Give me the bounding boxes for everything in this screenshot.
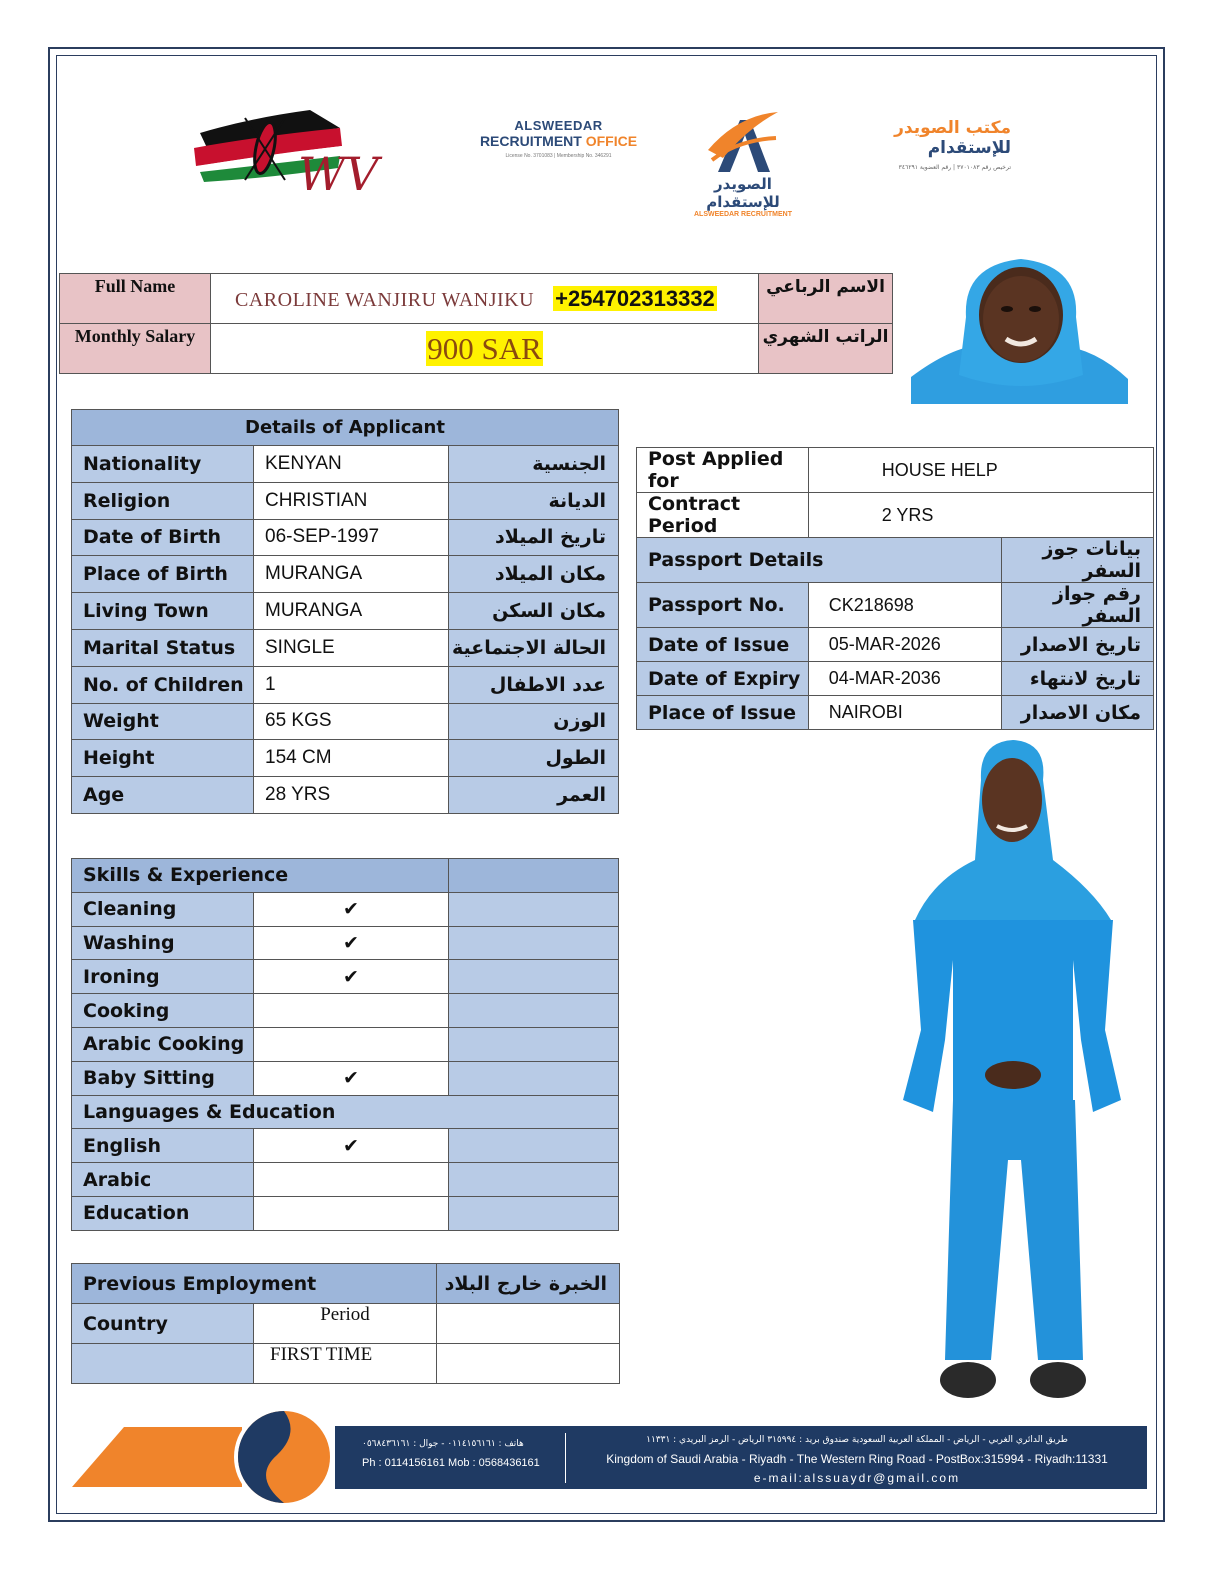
skill-row [72, 1129, 619, 1163]
passport-row [637, 628, 1154, 662]
details-row [72, 703, 619, 740]
passport-row [637, 583, 1154, 628]
alsweedar-office-logo [476, 118, 641, 178]
footer-phones [362, 1435, 562, 1473]
kenya-flag-logo [190, 98, 405, 208]
a-logo-english: ALSWEEDAR RECRUITMENT [694, 211, 792, 218]
passport-label: Passport No. [637, 583, 809, 628]
previous-employment-table [71, 1263, 620, 1384]
passport-value: 04-MAR-2036 [808, 662, 1002, 696]
details-label: Nationality [72, 446, 254, 483]
salary-cell [211, 324, 759, 374]
skill-row [72, 926, 619, 960]
footer-phone-ar: هاتف : ٠١١٤١٥٦١٦١ - جوال : ٠٥٦٨٤٣٦١٦١ [362, 1439, 524, 1449]
details-row [72, 629, 619, 666]
applicant-headshot-photo [911, 257, 1128, 404]
period-label: Period [254, 1304, 437, 1344]
country-label: Country [72, 1304, 254, 1344]
salary-label-ar: الراتب الشهري [759, 324, 893, 374]
details-label: Height [72, 740, 254, 777]
details-label: Place of Birth [72, 556, 254, 593]
details-row [72, 666, 619, 703]
skill-row [72, 960, 619, 994]
details-label: Religion [72, 482, 254, 519]
skill-row [72, 1163, 619, 1197]
passport-row [637, 696, 1154, 730]
full-name-label-ar: الاسم الرباعي [759, 274, 893, 324]
details-row [72, 446, 619, 483]
skills-table [71, 858, 619, 1231]
first-time-value: FIRST TIME [254, 1344, 437, 1384]
passport-value: CK218698 [808, 583, 1002, 628]
details-label: Living Town [72, 593, 254, 630]
details-row [72, 777, 619, 814]
footer [72, 1405, 1147, 1505]
skill-blank [449, 892, 619, 926]
skill-label: Baby Sitting [72, 1061, 254, 1095]
skill-check-empty [254, 994, 449, 1028]
office-logo-recruitment: RECRUITMENT [479, 133, 582, 149]
post-passport-table [636, 447, 1154, 730]
passport-value: NAIROBI [808, 696, 1002, 730]
arabic-logo-title [826, 118, 1011, 158]
passport-details-title-ar: بيانات جوز السفر [1002, 538, 1154, 583]
details-row [72, 519, 619, 556]
details-label-ar: الوزن [449, 703, 619, 740]
details-value: SINGLE [254, 629, 449, 666]
arabic-logo-maktab: مكتب الصويدر [894, 118, 1011, 138]
details-label-ar: الديانة [449, 482, 619, 519]
skill-label: Cleaning [72, 892, 254, 926]
kenya-logo-text: WV [298, 147, 379, 201]
footer-email: e-mail:alssuaydr@gmail.com [753, 1471, 961, 1485]
salary-value: 900 SAR [427, 330, 542, 366]
details-row [72, 593, 619, 630]
skill-blank [449, 1196, 619, 1230]
details-title: Details of Applicant [72, 410, 619, 446]
skill-row [72, 1061, 619, 1095]
office-logo-line2 [476, 133, 641, 149]
skill-check-empty [254, 1163, 449, 1197]
skill-label: Arabic Cooking [72, 1027, 254, 1061]
skill-blank [449, 926, 619, 960]
passport-label-ar: تاريخ الاصدار [1002, 628, 1154, 662]
skill-blank [449, 1129, 619, 1163]
details-label-ar: الجنسية [449, 446, 619, 483]
details-row [72, 482, 619, 519]
phone-number: +254702313332 [555, 285, 715, 311]
footer-address-en: Kingdom of Saudi Arabia - Riyadh - The Western Ring Road - PostBox:315994 - Riyadh:11331 [606, 1452, 1108, 1466]
details-value: MURANGA [254, 556, 449, 593]
skill-label: Cooking [72, 994, 254, 1028]
skill-check-icon: ✔ [254, 960, 449, 994]
details-value: 1 [254, 666, 449, 703]
skill-check-icon: ✔ [254, 1061, 449, 1095]
skill-row [72, 892, 619, 926]
skills-header-blank [449, 859, 619, 893]
details-label: Marital Status [72, 629, 254, 666]
details-value: 154 CM [254, 740, 449, 777]
contract-period-value: 2 YRS [808, 493, 1153, 538]
details-label-ar: الحالة الاجتماعية [449, 629, 619, 666]
passport-label-ar: تاريخ لانتهاء [1002, 662, 1154, 696]
passport-label: Date of Issue [637, 628, 809, 662]
country-value [72, 1344, 254, 1384]
details-label-ar: مكان السكن [449, 593, 619, 630]
details-row [72, 556, 619, 593]
details-value: MURANGA [254, 593, 449, 630]
details-label: Date of Birth [72, 519, 254, 556]
previous-employment-title-ar: الخبرة خارج البلاد [437, 1264, 620, 1304]
passport-row [637, 662, 1154, 696]
skill-label: Arabic [72, 1163, 254, 1197]
name-salary-table [59, 273, 893, 374]
passport-value: 05-MAR-2026 [808, 628, 1002, 662]
passport-details-title: Passport Details [637, 538, 1002, 583]
skill-label: Ironing [72, 960, 254, 994]
footer-separator [565, 1433, 566, 1483]
arabic-logo-istiqdam: للإستقدام [927, 138, 1011, 158]
skill-row [72, 1027, 619, 1061]
details-label: Weight [72, 703, 254, 740]
details-label-ar: مكان الميلاد [449, 556, 619, 593]
arabic-office-logo [826, 118, 1011, 173]
languages-title: Languages & Education [72, 1095, 619, 1129]
skill-check-icon: ✔ [254, 892, 449, 926]
details-label: No. of Children [72, 666, 254, 703]
post-applied-value: HOUSE HELP [808, 448, 1153, 493]
footer-address [577, 1431, 1137, 1488]
alsweedar-a-logo [678, 110, 808, 218]
details-label-ar: الطول [449, 740, 619, 777]
skill-label: English [72, 1129, 254, 1163]
post-applied-label: Post Applied for [637, 448, 809, 493]
office-logo-office: OFFICE [585, 133, 638, 149]
details-row [72, 740, 619, 777]
applicant-details-table [71, 409, 619, 814]
details-label-ar: تاريخ الميلاد [449, 519, 619, 556]
details-label: Age [72, 777, 254, 814]
details-label-ar: العمر [449, 777, 619, 814]
details-label-ar: عدد الاطفال [449, 666, 619, 703]
previous-employment-title: Previous Employment [72, 1264, 437, 1304]
footer-phone-en: Ph : 0114156161 Mob : 0568436161 [362, 1457, 540, 1469]
details-value: 06-SEP-1997 [254, 519, 449, 556]
full-name-cell [211, 274, 759, 324]
salary-label: Monthly Salary [60, 324, 211, 374]
office-logo-line1: ALSWEEDAR [514, 118, 603, 133]
skill-blank [449, 1163, 619, 1197]
skill-check-empty [254, 1027, 449, 1061]
passport-label-ar: رقم جواز السفر [1002, 583, 1154, 628]
a-logo-mark [678, 110, 808, 175]
passport-label: Date of Expiry [637, 662, 809, 696]
skill-blank [449, 1027, 619, 1061]
details-value: 65 KGS [254, 703, 449, 740]
skill-label: Education [72, 1196, 254, 1230]
passport-label-ar: مكان الاصدار [1002, 696, 1154, 730]
skill-row [72, 994, 619, 1028]
skill-check-icon: ✔ [254, 926, 449, 960]
skill-blank [449, 1061, 619, 1095]
skill-check-icon: ✔ [254, 1129, 449, 1163]
details-value: 28 YRS [254, 777, 449, 814]
prev-blank-2 [437, 1344, 620, 1384]
prev-blank-1 [437, 1304, 620, 1344]
skill-blank [449, 960, 619, 994]
skill-label: Washing [72, 926, 254, 960]
arabic-logo-license: ترخيص رقم ٣٧٠١٠٨٣ | رقم العضوية ٣٤٦٢٩١ [898, 164, 1011, 171]
contract-period-label: Contract Period [637, 493, 809, 538]
office-logo-license: License No. 3701083 | Membership No. 346291 [505, 153, 612, 159]
footer-address-ar: طريق الدائري الغربي - الرياض - المملكة العربية السعودية صندوق بريد : ٣١٥٩٩٤ الرياض - الرمز البريدي : ١١٣٣١ [646, 1435, 1068, 1445]
skill-check-empty [254, 1196, 449, 1230]
details-value: CHRISTIAN [254, 482, 449, 519]
skill-row [72, 1196, 619, 1230]
skill-blank [449, 994, 619, 1028]
details-value: KENYAN [254, 446, 449, 483]
passport-label: Place of Issue [637, 696, 809, 730]
footer-logo-shape [72, 1405, 342, 1505]
a-logo-arabic: الصويدر للإستقدام [706, 175, 780, 211]
full-name-value: CAROLINE WANJIRU WANJIKU [235, 288, 535, 311]
full-name-label: Full Name [60, 274, 211, 324]
skills-title: Skills & Experience [72, 859, 449, 893]
applicant-full-body-photo [893, 740, 1133, 1405]
